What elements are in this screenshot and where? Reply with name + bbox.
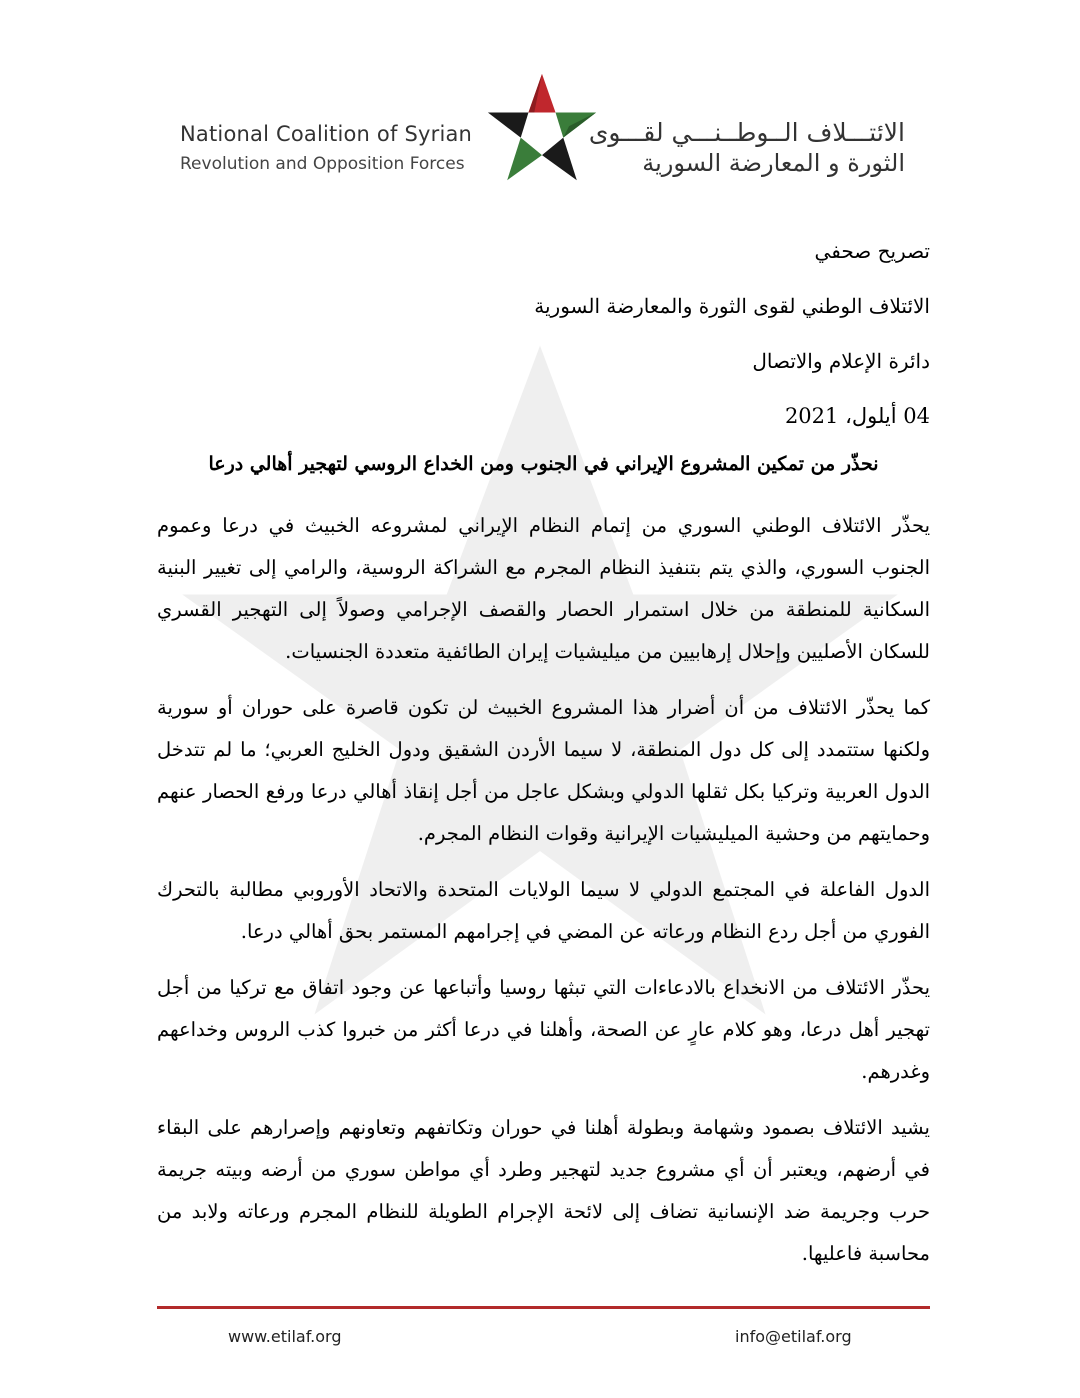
- paragraph: يحذّر الائتلاف من الانخداع بالادعاءات التي تبثها روسيا وأتباعها عن وجود اتفاق مع تركيا من أجل تهجير أهل درعا، وهو كلام عارٍ عن الصحة، وأهلنا في درعا أكثر من خبروا كذب الروس وخداعهم وغدرهم.: [157, 976, 930, 1083]
- email-link[interactable]: info@etilaf.org: [735, 1327, 852, 1346]
- paragraph: كما يحذّر الائتلاف من أن أضرار هذا المشروع الخبيث لن تكون قاصرة على حوران أو سورية ولكنها ستتمدد إلى كل دول المنطقة، لا سيما الأردن الشقيق ودول الخليج العربي؛ ما لم تتدخل الدول العربية وتركيا بكل ثقلها الدولي وبشكل عاجل من أجل إنقاذ أهالي درعا ورفع الحصار عنهم وحمايتهم من وحشية الميليشيات الإيرانية وقوات النظام المجرم.: [157, 696, 930, 845]
- star-logo-icon: [484, 70, 600, 186]
- issuer-name: الائتلاف الوطني لقوى الثورة والمعارضة السورية: [534, 294, 930, 318]
- org-name-english: [180, 122, 472, 174]
- paragraph: يحذّر الائتلاف الوطني السوري من إتمام النظام الإيراني لمشروعه الخبيث في درعا وعموم الجنوب السوري، والذي يتم بتنفيذ النظام المجرم مع الشراكة الروسية، والرامي إلى تغيير البنية السكانية للمنطقة من خلال استمرار الحصار والقصف الإجرامي وصولاً إلى التهجير القسري للسكان الأصليين وإحلال إرهابيين من ميليشيات إيران الطائفية متعددة الجنسيات.: [157, 514, 930, 663]
- website-link[interactable]: www.etilaf.org: [228, 1327, 342, 1346]
- org-name-ar-line1: الائتـــلاف الــوطــنـــي لقـــوى: [588, 118, 905, 147]
- document-type: تصريح صحفي: [814, 239, 930, 263]
- org-name-en-line1: National Coalition of Syrian: [180, 122, 473, 146]
- document-date: 04 أيلول، 2021: [784, 404, 930, 428]
- department-name: دائرة الإعلام والاتصال: [752, 349, 930, 373]
- press-release-body: [157, 238, 930, 1289]
- headline: نحذّر من تمكين المشروع الإيراني في الجنوب ومن الخداع الروسي لتهجير أهالي درعا: [208, 453, 879, 475]
- paragraph: الدول الفاعلة في المجتمع الدولي لا سيما الولايات المتحدة والاتحاد الأوروبي مطالبة بالتحرك الفوري من أجل ردع النظام ورعاته عن المضي في إجرامهم المستمر بحق أهالي درعا.: [157, 878, 930, 943]
- footer-divider: [157, 1306, 930, 1309]
- letterhead: [0, 70, 1080, 190]
- org-name-en-line2: Revolution and Opposition Forces: [180, 154, 465, 174]
- org-name-arabic: [589, 118, 905, 177]
- paragraph: يشيد الائتلاف بصمود وشهامة وبطولة أهلنا في حوران وتكاتفهم وتعاونهم وإصرارهم على البقاء في أرضهم، ويعتبر أن أي مشروع جديد لتهجير وطرد أي مواطن سوري من أرضه وبيته جريمة حرب وجريمة ضد الإنسانية تضاف إلى لائحة الإجرام الطويلة للنظام المجرم ورعاته ولابد من محاسبة فاعليها.: [157, 1116, 930, 1265]
- org-name-ar-line2: الثورة و المعارضة السورية: [642, 149, 905, 177]
